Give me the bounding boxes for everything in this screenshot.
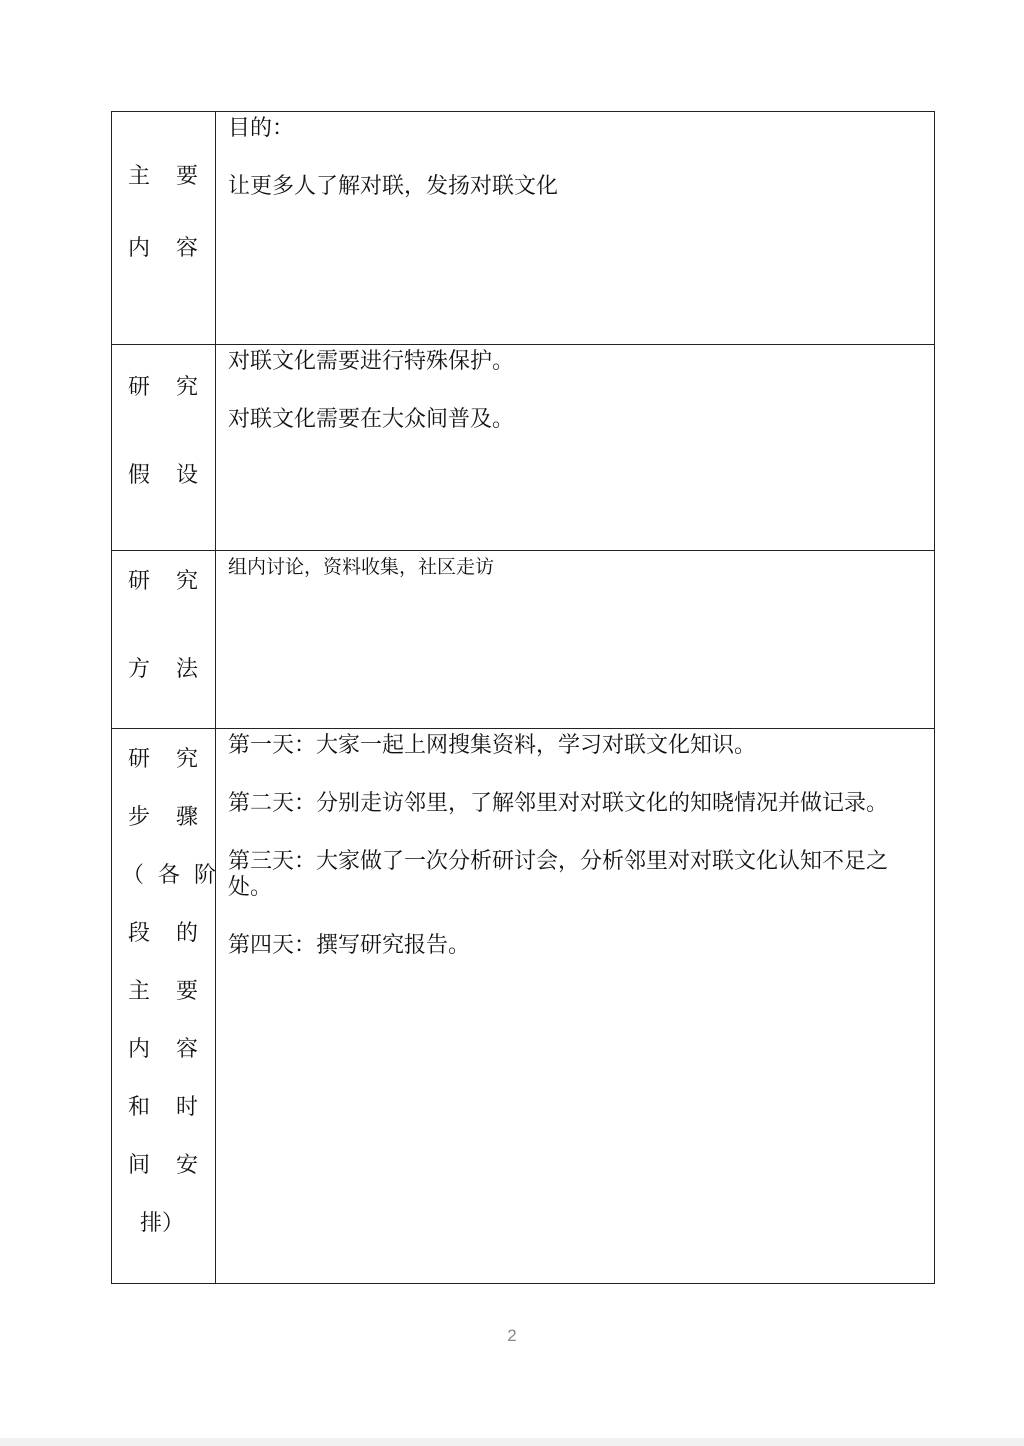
label-line: 主要	[128, 164, 225, 189]
page-number: 2	[507, 1326, 517, 1345]
content-cell-method	[216, 551, 935, 729]
label-line: 研究	[128, 375, 225, 400]
content-cell-hypothesis	[216, 345, 935, 551]
content-cell-steps	[216, 729, 935, 1284]
content-line: 第三天：大家做了一次分析研讨会，分析邻里对对联文化认知不足之处。	[228, 849, 889, 900]
label-cell-main-content	[112, 112, 225, 345]
research-plan-table	[111, 111, 935, 1284]
content-cell-main-content	[216, 112, 935, 345]
table-row-hypothesis	[112, 345, 935, 551]
label-line: 段的	[128, 921, 225, 946]
table-row-method	[112, 551, 935, 729]
label-line: 内容	[128, 1037, 225, 1062]
label-line: 间安	[128, 1153, 225, 1178]
label-cell-method	[112, 551, 225, 729]
label-line: 方法	[128, 657, 225, 682]
label-line: 排）	[140, 1211, 185, 1236]
label-cell-hypothesis	[112, 345, 225, 551]
label-line: 研究	[128, 569, 225, 594]
content-line: 第四天：撰写研究报告。	[228, 933, 471, 958]
label-line: 假设	[128, 463, 225, 488]
content-line: 对联文化需要在大众间普及。	[228, 407, 515, 432]
label-line: 步骤	[128, 805, 225, 830]
table-row-main-content	[112, 112, 935, 345]
content-line: 组内讨论，资料收集，社区走访	[228, 556, 495, 578]
label-line: 内容	[128, 236, 225, 261]
content-line: 第二天：分别走访邻里，了解邻里对对联文化的知晓情况并做记录。	[228, 791, 889, 816]
label-cell-steps	[112, 729, 231, 1284]
content-line: 目的：	[228, 116, 295, 141]
label-line: 和时	[128, 1095, 225, 1120]
content-line: 第一天：大家一起上网搜集资料，学习对联文化知识。	[228, 733, 757, 758]
table-row-steps	[112, 729, 935, 1284]
label-line: 主要	[128, 979, 225, 1004]
label-line: 研究	[128, 747, 225, 772]
content-line: 对联文化需要进行特殊保护。	[228, 349, 515, 374]
content-line: 让更多人了解对联，发扬对联文化	[228, 174, 559, 199]
page-bottom-edge	[0, 1438, 1024, 1446]
label-line: （各阶	[122, 863, 231, 888]
